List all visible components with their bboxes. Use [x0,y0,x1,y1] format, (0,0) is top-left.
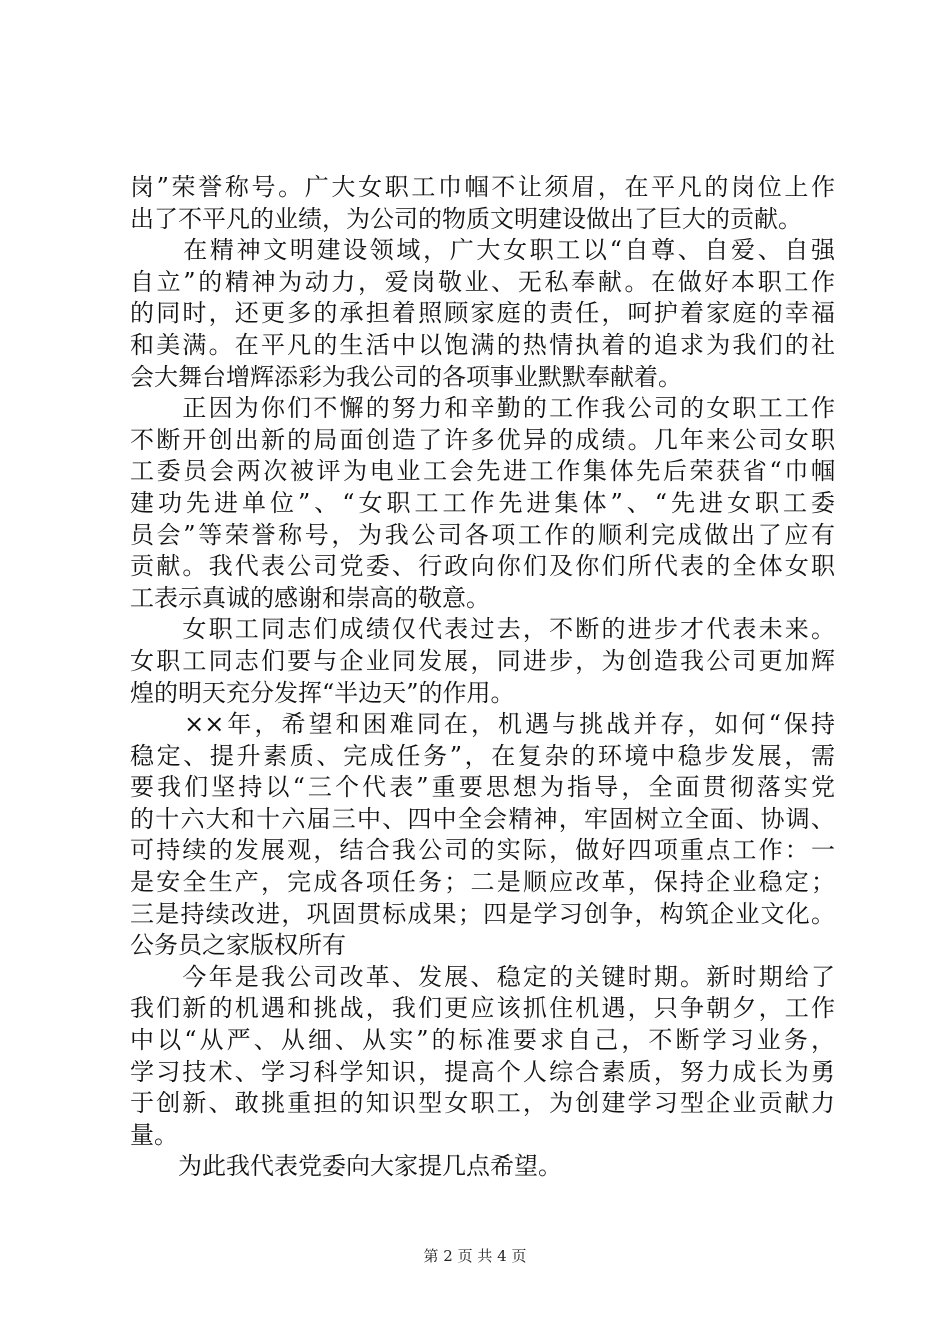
text-line: 三是持续改进，巩固贯标成果；四是学习创争，构筑企业文化。 [130,899,835,928]
text-line: 和美满。在平凡的生活中以饱满的热情执着的追求为我们的社 [130,330,835,359]
text-line: 岗”荣誉称号。广大女职工巾帼不让须眉，在平凡的岗位上作 [130,173,835,201]
text-line: 煌的明天充分发挥“半边天”的作用。 [130,678,515,707]
text-line: 工委员会两次被评为电业工会先进工作集体先后荣获省“巾帼 [130,457,835,486]
text-line: 建功先进单位”、“女职工工作先进集体”、“先进女职工委 [130,488,835,517]
body-text [130,172,835,1183]
text-line: 女职工同志们成绩仅代表过去，不断的进步才代表未来。 [130,615,835,644]
page-footer: 第 2 页 共 4 页 [423,1247,527,1265]
text-line: 出了不平凡的业绩，为公司的物质文明建设做出了巨大的贡献。 [130,204,802,233]
text-line: 在精神文明建设领域，广大女职工以“自尊、自爱、自强 [130,236,835,265]
text-line: 可持续的发展观，结合我公司的实际，做好四项重点工作：一 [130,836,835,865]
text-line: 今年是我公司改革、发展、稳定的关键时期。新时期给了 [130,962,835,991]
text-line: 的十六大和十六届三中、四中全会精神，牢固树立全面、协调、 [130,804,835,833]
text-line: 会大舞台增辉添彩为我公司的各项事业默默奉献着。 [130,362,682,391]
text-line: 不断开创出新的局面创造了许多优异的成绩。几年来公司女职 [130,425,835,454]
text-line: 贡献。我代表公司党委、行政向你们及你们所代表的全体女职 [130,552,835,581]
text-line: 学习技术、学习科学知识，提高个人综合素质，努力成长为勇 [130,1057,835,1086]
text-line: 为此我代表党委向大家提几点希望。 [130,1152,562,1181]
text-line: ××年，希望和困难同在，机遇与挑战并存，如何“保持 [130,710,835,739]
text-line: 量。 [130,1120,178,1149]
text-line: 于创新、敢挑重担的知识型女职工，为创建学习型企业贡献力 [130,1089,835,1118]
text-line: 的同时，还更多的承担着照顾家庭的责任，呵护着家庭的幸福 [130,299,835,328]
text-line: 是安全生产，完成各项任务；二是顺应改革，保持企业稳定； [130,868,835,897]
text-line: 我们新的机遇和挑战，我们更应该抓住机遇，只争朝夕，工作 [130,994,835,1023]
text-line: 工表示真诚的感谢和崇高的敬意。 [130,583,490,612]
text-line: 自立”的精神为动力，爱岗敬业、无私奉献。在做好本职工作 [130,267,835,296]
text-line: 公务员之家版权所有 [130,931,346,960]
text-line: 员会”等荣誉称号，为我公司各项工作的顺利完成做出了应有 [130,520,835,549]
text-line: 正因为你们不懈的努力和辛勤的工作我公司的女职工工作 [130,394,835,423]
text-line: 稳定、提升素质、完成任务”，在复杂的环境中稳步发展，需 [130,741,835,770]
text-line: 要我们坚持以“三个代表”重要思想为指导，全面贯彻落实党 [130,773,835,802]
text-line: 女职工同志们要与企业同发展，同进步，为创造我公司更加辉 [130,646,835,675]
text-line: 中以“从严、从细、从实”的标准要求自己，不断学习业务， [130,1026,835,1055]
